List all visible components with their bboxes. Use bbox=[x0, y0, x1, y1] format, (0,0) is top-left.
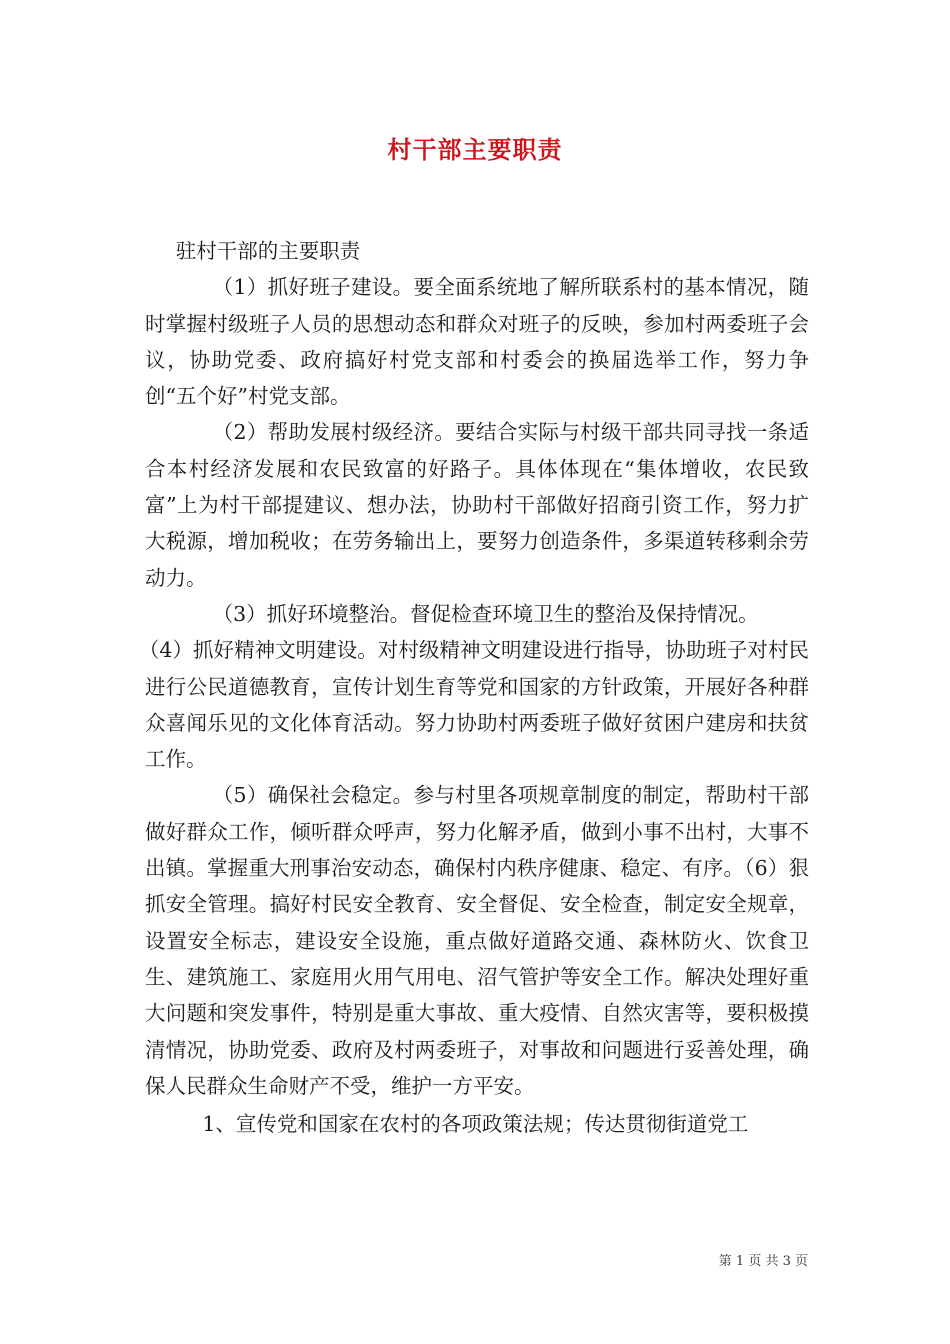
paragraph-list-1: 1、宣传党和国家在农村的各项政策法规；传达贯彻街道党工 bbox=[202, 1112, 749, 1137]
paragraph-item-3: （3）抓好环境整治。督促检查环境卫生的整治及保持情况。 bbox=[212, 601, 759, 626]
paragraph-item-5-6: （5）确保社会稳定。参与村里各项规章制度的制定，帮助村干部做好群众工作，倾听群众呼声，努力化解矛盾，做到小事不出村，大事不出镇。掌握重大刑事治安动态，确保村内秩序健康、稳定、有序。（6）狠抓安全管理。搞好村民安全教育、安全督促、安全检查，制定安全规章，设置安全标志，建设安全设施，重点做好道路交通、森林防火、饮食卫生、建筑施工、家庭用火用气用电、沼气管护等安全工作。解决处理好重大问题和突发事件，特别是重大事故、重大疫情、自然灾害等，要积极摸清情况，协助党委、政府及村两委班子，对事故和问题进行妥善处理，确保人民群众生命财产不受，维护一方平安。 bbox=[145, 783, 809, 1098]
paragraph-item-4: （4）抓好精神文明建设。对村级精神文明建设进行指导，协助班子对村民进行公民道德教育，宣传计划生育等党和国家的方针政策，开展好各种群众喜闻乐见的文化体育活动。努力协助村两委班子做好贫困户建房和扶贫工作。 bbox=[138, 638, 809, 772]
document-title: 村干部主要职责 bbox=[387, 135, 563, 164]
paragraph-item-1: （1）抓好班子建设。要全面系统地了解所联系村的基本情况，随时掌握村级班子人员的思想动态和群众对班子的反映，参加村两委班子会议，协助党委、政府搞好村党支部和村委会的换届选举工作，努力争创“五个好”村党支部。 bbox=[145, 275, 809, 409]
paragraph-intro: 驻村干部的主要职责 bbox=[175, 239, 361, 263]
page-indicator: 第 1 页 共 3 页 bbox=[718, 1254, 808, 1269]
document-body bbox=[138, 233, 809, 1142]
paragraph-item-2: （2）帮助发展村级经济。要结合实际与村级干部共同寻找一条适合本村经济发展和农民致富的好路子。具体体现在“集体增收，农民致富”上为村干部提建议、想办法，协助村干部做好招商引资工作，努力扩大税源，增加税收；在劳务输出上，要努力创造条件，多渠道转移剩余劳动力。 bbox=[145, 420, 809, 590]
